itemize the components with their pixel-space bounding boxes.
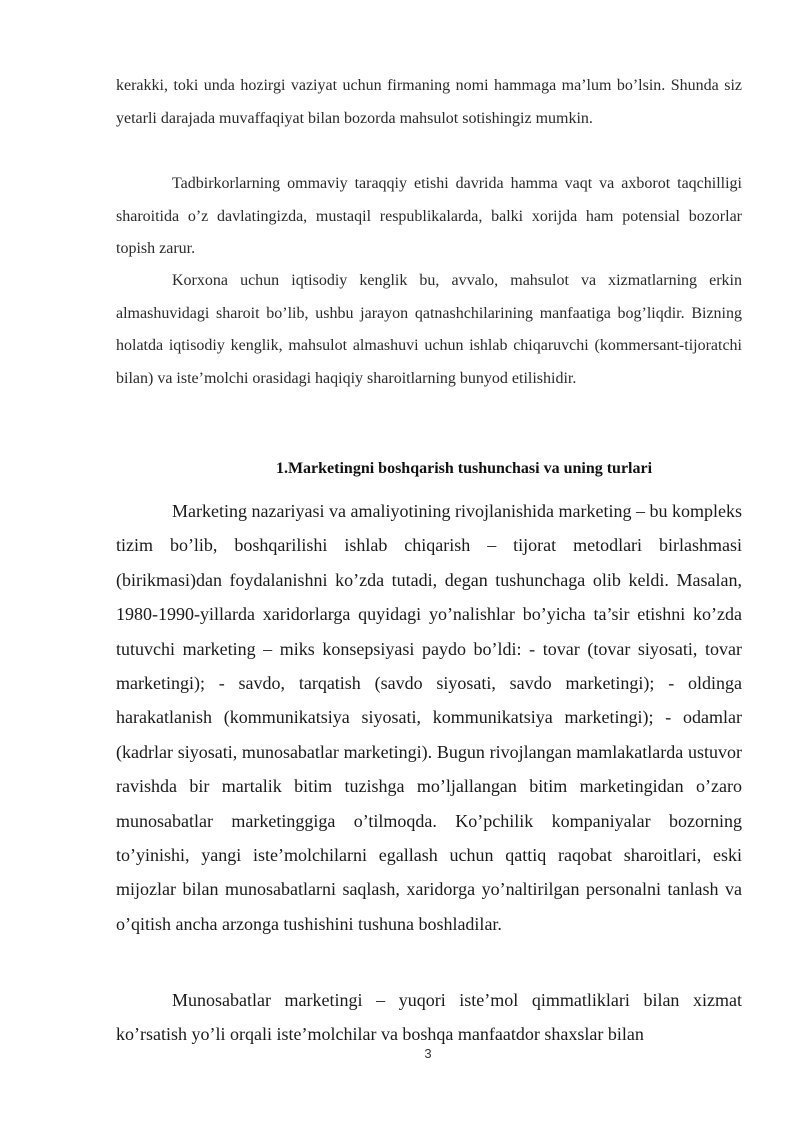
paragraph-marketing-theory: Marketing nazariyasi va amaliyotining rivojlanishida marketing – bu kompleks tizim bo’lib, boshqarilishi ishlab chiqarish – tijorat metodlari birlashmasi (birikmasi)dan foydalanishni ko’zda tutadi, degan tushunchaga olib keldi. Masalan, 1980-1990-yillarda xaridorlarga quyidagi yo’nalishlar bo’yicha ta’sir etishni ko’zda tutuvchi marketing – miks konsepsiyasi paydo bo’ldi: - tovar (tovar siyosati, tovar marketingi); - savdo, tarqatish (savdo siyosati, savdo marketingi); - oldinga harakatlanish (kommunikatsiya siyosati, kommunikatsiya marketingi); - odamlar (kadrlar siyosati, munosabatlar marketingi). Bugun rivojlangan mamlakatlarda ustuvor ravishda bir martalik bitim tuzishga mo’ljallangan bitim marketingidan o’zaro munosabatlar marketinggiga o’tilmoqda. Ko’pchilik kompaniyalar bozorning to’yinishi, yangi iste’molchilarni egallash uchun qattiq raqobat sharoitlari, eski mijozlar bilan munosabatlarni saqlash, xaridorga yo’naltirilgan personalni tanlash va o’qitish ancha arzonga tushishini tushuna boshladilar. <box>116 501 742 934</box>
paragraph-potential-markets: Tadbirkorlarning ommaviy taraqqiy etishi davrida hamma vaqt va axborot taqchilligi sharoitida o’z davlatingizda, mustaqil respublikalarda, balki xorijda ham potensial bozorlar topish zarur. <box>116 175 742 258</box>
paragraph-economic-space: Korxona uchun iqtisodiy kenglik bu, avvalo, mahsulot va xizmatlarning erkin almashuvidagi sharoit bo’lib, ushbu jarayon qatnashchilarining manfaatiga bog’liqdir. Bizning holatda iqtisodiy kenglik, mahsulot almashuvi uchun ishlab chiqaruvchi (kommersant-tijoratchi bilan) va iste’molchi orasidagi haqiqiy sharoitlarning bunyod etilishidir. <box>116 272 742 387</box>
paragraph-relationship-marketing: Munosabatlar marketingi – yuqori iste’mol qimmatliklari bilan xizmat ko’rsatish yo’li orqali iste’molchilar va boshqa manfaatdor shaxslar bilan <box>116 990 742 1045</box>
paragraph-continuation: kerakki, toki unda hozirgi vaziyat uchun firmaning nomi hammaga ma’lum bo’lsin. Shunda siz yetarli darajada muvaffaqiyat bilan bozorda mahsulot sotishingiz mumkin. <box>116 77 742 127</box>
section-heading: 1.Marketingni boshqarish tushunchasi va uning turlari <box>275 460 653 477</box>
page-number: 3 <box>424 1046 432 1061</box>
